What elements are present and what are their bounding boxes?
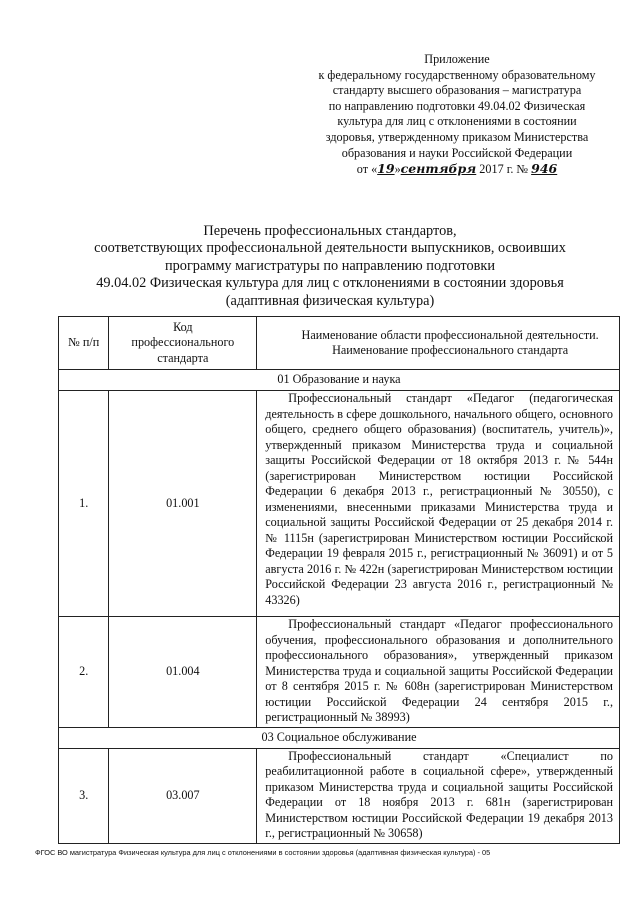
handwritten-day: 19	[377, 161, 395, 177]
table-header-row	[59, 317, 620, 370]
title-line: 49.04.02 Физическая культура для лиц с отклонениями в состоянии здоровья	[96, 275, 564, 292]
handwritten-order-number: 946	[531, 161, 558, 177]
row-standard-text: Профессиональный стандарт «Педагог профессионального обучения, профессионального образования и дополнительного профессионального образования», утвержденный приказом Министерства труда и социальной защиты Российской Федерации от 8 сентября 2015 г. № 608н (зарегистрирован Министерством юстиции Российской Федерации 24 сентября 2015 г., регистрационный № 38993)	[257, 617, 620, 728]
appendix-line: по направлению подготовки 49.04.02 Физическая	[328, 98, 586, 113]
row-code: 01.001	[109, 391, 257, 617]
section-title: 01 Образование и наука	[59, 370, 620, 391]
title-line: соответствующих профессиональной деятельности выпускников, освоивших	[94, 240, 566, 257]
appendix-block	[292, 52, 622, 178]
row-num: 3.	[59, 748, 109, 843]
appendix-line: культура для лиц с отклонениями в состоянии	[337, 114, 577, 129]
appendix-line: здоровья, утвержденному приказом Министерства	[325, 129, 589, 144]
header-code-label: Код профессионального стандарта	[131, 319, 235, 365]
standards-table	[58, 316, 620, 844]
handwritten-month: сентября	[400, 161, 477, 177]
row-num: 1.	[59, 391, 109, 617]
row-code: 03.007	[109, 748, 257, 843]
table-row	[59, 391, 620, 617]
date-prefix: от «	[356, 162, 378, 177]
order-date-line	[292, 161, 622, 178]
date-year: 2017 г. №	[476, 162, 532, 177]
title-line: программу магистратуры по направлению подготовки	[165, 257, 495, 274]
table-row	[59, 748, 620, 843]
header-name	[257, 317, 620, 370]
date-mid: »	[394, 162, 401, 177]
appendix-line: образования и науки Российской Федерации	[341, 145, 573, 160]
title-line: (адаптивная физическая культура)	[225, 292, 435, 309]
table-row	[59, 617, 620, 728]
header-name-label: Наименование области профессиональной деятельности. Наименование профессионального стандарта	[301, 327, 599, 357]
header-code	[109, 317, 257, 370]
section-title: 03 Социальное обслуживание	[59, 727, 620, 748]
row-standard-text: Профессиональный стандарт «Специалист по реабилитационной работе в социальной сфере», утвержденный приказом Министерства труда и социальной защиты Российской Федерации от 18 ноября 2013 г. 681н (зарегистрирован Министерством юстиции Российской Федерации 19 декабря 2013 г., регистрационный № 30658)	[257, 748, 620, 843]
header-num: № п/п	[59, 317, 109, 370]
page-footer: ФГОС ВО магистратура Физическая культура для лиц с отклонениями в состоянии здоровья (адаптивная физическая культура) - 05	[35, 848, 491, 857]
row-num: 2.	[59, 617, 109, 728]
appendix-line: к федеральному государственному образовательному	[318, 67, 596, 82]
appendix-line: стандарту высшего образования – магистратура	[332, 83, 582, 98]
appendix-line: Приложение	[424, 52, 490, 66]
section-row	[59, 370, 620, 391]
document-title	[40, 223, 620, 310]
row-code: 01.004	[109, 617, 257, 728]
title-line: Перечень профессиональных стандартов,	[203, 223, 457, 239]
section-row	[59, 727, 620, 748]
row-standard-text: Профессиональный стандарт «Педагог (педагогическая деятельность в сфере дошкольного, начального общего, основного общего, среднего общего образования) (воспитатель, учитель)», утвержденный приказом Министерства труда и социальной защиты Российской Федерации от 18 октября 2013 г. № 544н (зарегистрирован Министерством юстиции Российской Федерации 6 декабря 2013 г., регистрационный № 30550), с изменениями, внесенными приказами Министерства труда и социальной защиты Российской Федерации от 25 декабря 2014 г. № 1115н (зарегистрирован Министерством юстиции Российской Федерации 19 февраля 2015 г., регистрационный № 36091) и от 5 августа 2016 г. № 422н (зарегистрирован Министерством юстиции Российской Федерации 23 августа 2016 г., регистрационный № 43326)	[257, 391, 620, 617]
